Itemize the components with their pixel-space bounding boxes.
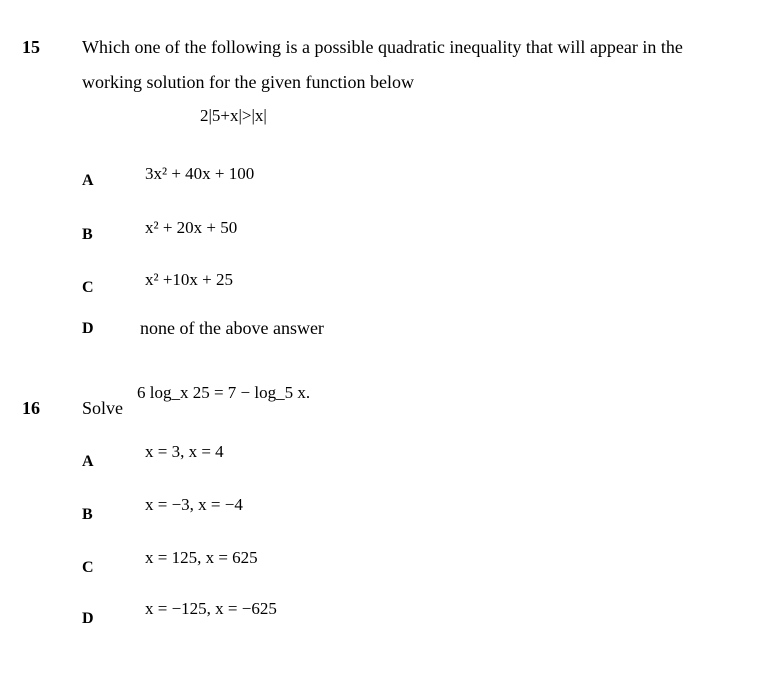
question-number: 15 [22, 37, 40, 57]
option-label: B [82, 506, 93, 523]
option-label: C [82, 559, 94, 576]
option-text: x = 3, x = 4 [145, 442, 224, 461]
equation: 2|5+x|>|x| [200, 106, 267, 125]
option-text: x = −125, x = −625 [145, 599, 277, 618]
question-text: Which one of the following is a possible quadratic inequality that will appear in the [82, 37, 683, 57]
option-label: B [82, 226, 93, 243]
option-label: A [82, 172, 94, 189]
option-text: x = −3, x = −4 [145, 495, 243, 514]
question-number: 16 [22, 398, 40, 418]
option-text: x = 125, x = 625 [145, 548, 258, 567]
option-label: D [82, 610, 94, 627]
option-text: x² +10x + 25 [145, 270, 234, 289]
option-label: D [82, 320, 94, 337]
option-text: x² + 20x + 50 [145, 218, 238, 237]
equation: 6 log_x 25 = 7 − log_5 x. [137, 383, 311, 402]
question-text: working solution for the given function below [82, 72, 414, 92]
option-text: 3x² + 40x + 100 [145, 164, 255, 183]
option-label: C [82, 279, 94, 296]
option-label: A [82, 453, 94, 470]
option-text: none of the above answer [140, 318, 324, 338]
question-text: Solve [82, 398, 124, 418]
